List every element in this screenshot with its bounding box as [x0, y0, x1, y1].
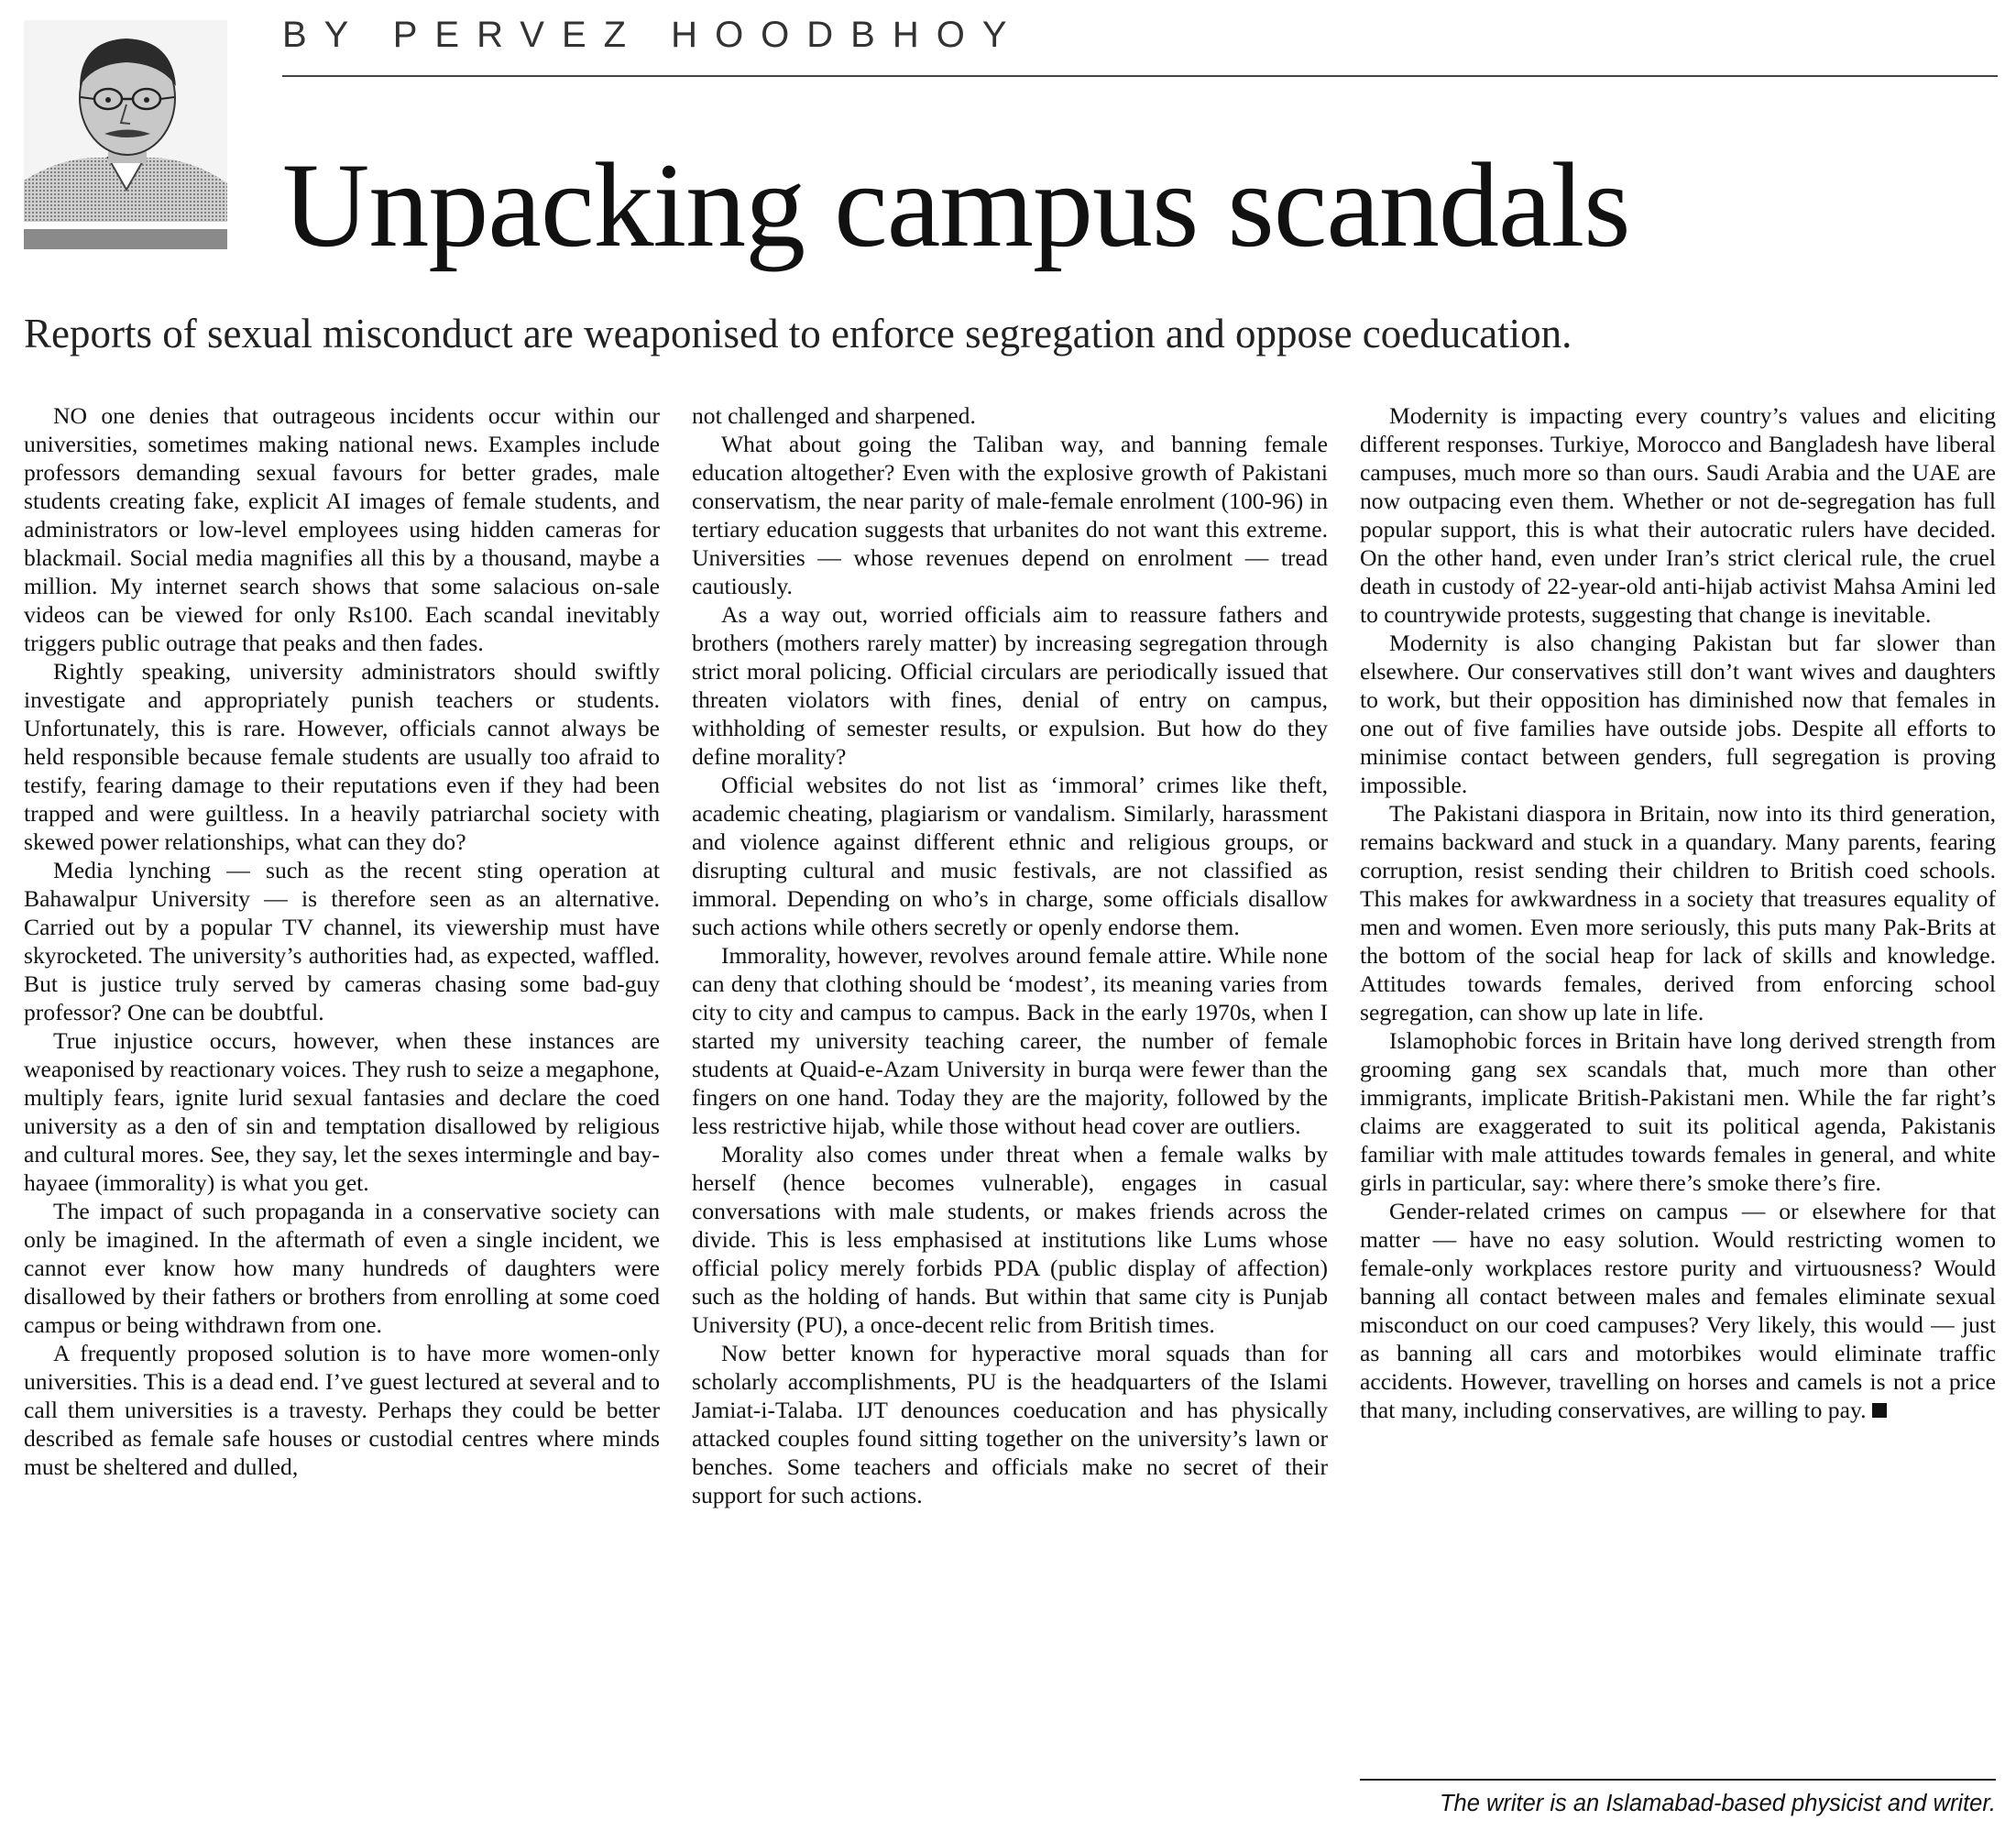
paragraph: Official websites do not list as ‘immoral’ crimes like theft, academic cheating, plagiarism or vandalism. Similarly, harassment and violence against different ethnic and religious groups, or disrupting cultural and music festivals, are not classified as immoral. Depending on who’s in charge, some officials disallow such actions while others secretly or openly endorse them. — [692, 772, 1328, 940]
paragraph: Morality also comes under threat when a female walks by herself (hence becomes vulnerable), engages in casual conversations with male students, or makes friends across the divide. This is less emphasised at institutions like Lums whose official policy merely forbids PDA (public display of affection) such as the holding of hands. But within that same city is Punjab University (PU), a once-decent relic from British times. — [692, 1141, 1328, 1338]
paragraph: Media lynching — such as the recent sting operation at Bahawalpur University — is therefore seen as an alternative. Carried out by a popular TV channel, its viewership must have skyrocketed. The university’s authorities had, as expected, waffled. But is justice truly served by cameras chasing some bad-guy professor? One can be doubtful. — [24, 857, 660, 1025]
end-mark-icon — [1872, 1403, 1887, 1418]
paragraph: Rightly speaking, university administrators should swiftly investigate and appropriately punish teachers or students. Unfortunately, this is rare. However, officials cannot always be held responsible because female students are usually too afraid to testify, fearing damage to their reputations even if they had been trapped and were guiltless. In a heavily patriarchal society with skewed power relationships, what can they do? — [24, 658, 660, 855]
paragraph-final — [1360, 1197, 1996, 1424]
headline: Unpacking campus scandals — [282, 137, 1630, 272]
paragraph-continued: not challenged and sharpened. — [692, 402, 976, 429]
column-3 — [1360, 401, 1996, 1831]
paragraph: Islamophobic forces in Britain have long derived strength from grooming gang sex scandals that, much more than other immigrants, implicate British-Pakistani men. While the far right’s claims are exaggerated to suit its political agenda, Pakistanis familiar with male attitudes towards females in general, and white girls in particular, say: where there’s smoke there’s fire. — [1360, 1027, 1996, 1196]
paragraph: A frequently proposed solution is to have more women-only universities. This is a dead end. I’ve guest lectured at several and to call them universities is a travesty. Perhaps they could be better described as female safe houses or custodial centres where minds must be sheltered and dulled, — [24, 1340, 660, 1480]
paragraph: Modernity is impacting every country’s values and eliciting different responses. Turkiye, Morocco and Bangladesh have liberal campuses, much more so than ours. Saudi Arabia and the UAE are now outpacing even them. Whether or not de-segregation has full popular support, this is what their autocratic rulers have decided. On the other hand, even under Iran’s strict clerical rule, the cruel death in custody of 22-year-old anti-hijab activist Mahsa Amini led to countrywide protests, suggesting that change is inevitable. — [1360, 402, 1996, 628]
paragraph: True injustice occurs, however, when these instances are weaponised by reactionary voices. They rush to seize a megaphone, multiply fears, ignite lurid sexual fantasies and declare the coed university as a den of sin and temptation disallowed by religious and cultural mores. See, they say, let the sexes intermingle and bay-hayaee (immorality) is what you get. — [24, 1027, 660, 1196]
author-photo — [24, 20, 227, 222]
paragraph: Now better known for hyperactive moral squads than for scholarly accomplishments, PU is the headquarters of the Islami Jamiat-i-Talaba. IJT denounces coeducation and has physically attacked couples found sitting together on the university’s lawn or benches. Some teachers and officials make no secret of their support for such actions. — [692, 1340, 1328, 1508]
author-note: The writer is an Islamabad-based physicist and writer. — [1439, 1791, 1996, 1816]
photo-accent-bar — [24, 229, 227, 249]
paragraph: Immorality, however, revolves around female attire. While none can deny that clothing should be ‘modest’, its meaning varies from city to city and campus to campus. Back in the early 1970s, when I started my university teaching career, the number of female students at Quaid-e-Azam University in burqa were fewer than the fingers on one hand. Today they are the majority, followed by the less restrictive hijab, while those without head cover are outliers. — [692, 942, 1328, 1139]
byline-divider — [282, 75, 1998, 77]
author-portrait-icon — [24, 20, 227, 222]
footer-divider — [1360, 1779, 1996, 1781]
paragraph: Modernity is also changing Pakistan but far slower than elsewhere. Our conservatives still don’t want wives and daughters to work, but their opposition has diminished now that females in one out of five families have outside jobs. Despite all efforts to minimise contact between genders, full segregation is proving impossible. — [1360, 630, 1996, 798]
paragraph: What about going the Taliban way, and banning female education altogether? Even with the explosive growth of Pakistani conservatism, the near parity of male-female enrolment (100-96) in tertiary education suggests that urbanites do not want this extreme. Universities — whose revenues depend on enrolment — tread cautiously. — [692, 431, 1328, 599]
paragraph: The impact of such propaganda in a conservative society can only be imagined. In the aftermath of even a single incident, we cannot ever know how many hundreds of daughters were disallowed by their fathers or brothers from enrolling at some coed campus or being withdrawn from one. — [24, 1198, 660, 1338]
byline: BY PERVEZ HOODBHOY — [282, 15, 1024, 55]
standfirst: Reports of sexual misconduct are weaponised to enforce segregation and oppose coeducation. — [24, 311, 1572, 356]
column-2 — [692, 401, 1328, 1831]
paragraph: NO one denies that outrageous incidents occur within our universities, sometimes making national news. Examples include professors demanding sexual favours for better grades, male students creating fake, explicit AI images of female students, and administrators or low-level employees using hidden cameras for blackmail. Social media magnifies all this by a thousand, maybe a million. My internet search shows that some salacious on-sale videos can be viewed for only Rs100. Each scandal inevitably triggers public outrage that peaks and then fades. — [24, 402, 660, 656]
column-1 — [24, 401, 660, 1831]
paragraph: As a way out, worried officials aim to reassure fathers and brothers (mothers rarely matter) by increasing segregation through strict moral policing. Official circulars are periodically issued that threaten violators with fines, denial of entry on campus, withholding of semester results, or expulsion. But how do they define morality? — [692, 601, 1328, 770]
paragraph-final-text: Gender-related crimes on campus — or elsewhere for that matter — have no easy solution. Would restricting women to female-only workplaces restore purity and virtuousness? Would banning all contact between males and females eliminate sexual misconduct on our coed campuses? Very likely, this would — just as banning all cars and motorbikes would eliminate traffic accidents. However, travelling on horses and camels is not a price that many, including conservatives, are willing to pay. — [1360, 1198, 1996, 1423]
paragraph: The Pakistani diaspora in Britain, now into its third generation, remains backward and stuck in a quandary. Many parents, fearing corruption, resist sending their children to British coed schools. This makes for awkwardness in a society that treasures equality of men and women. Even more seriously, this puts many Pak-Brits at the bottom of the social heap for lack of skills and knowledge. Attitudes towards females, derived from enforcing school segregation, can show up late in life. — [1360, 800, 1996, 1025]
article-body — [24, 401, 1996, 1831]
